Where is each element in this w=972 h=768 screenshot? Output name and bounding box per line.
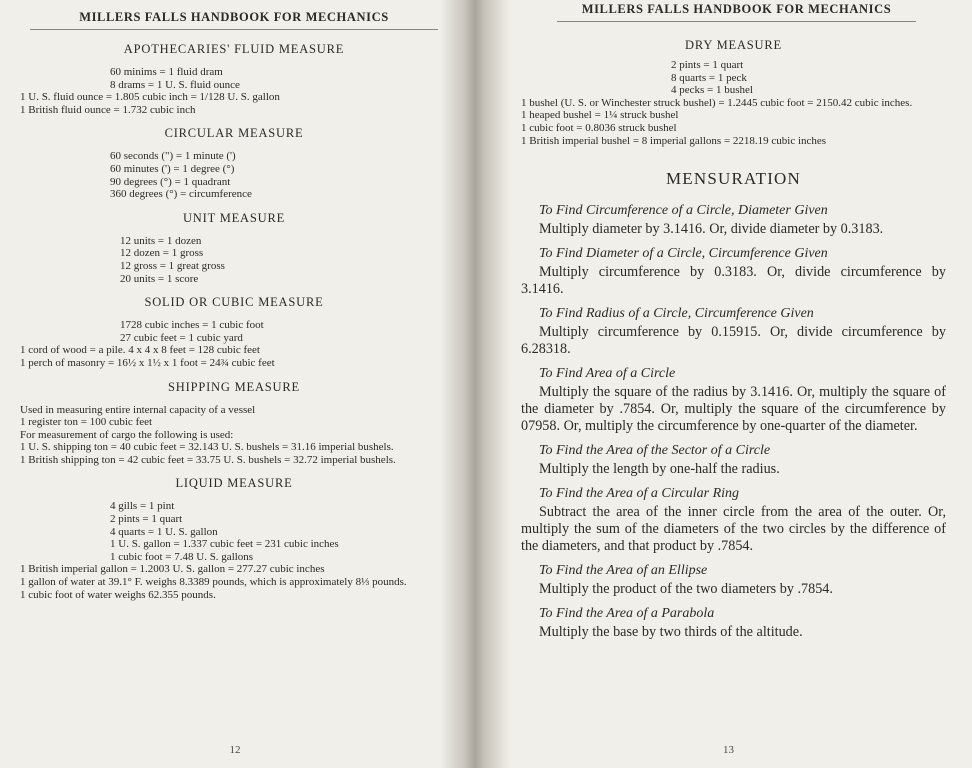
dry-line: 1 cubic foot = 0.8036 struck bushel — [521, 121, 677, 134]
measure-line: 1 cord of wood = a pile. 4 x 4 x 8 feet = 128 cubic feet — [20, 344, 260, 357]
measure-line: 60 seconds (") = 1 minute (') — [110, 150, 236, 163]
measure-table — [20, 150, 448, 200]
rule-body: Multiply the product of the two diameters by .7854. — [539, 581, 833, 598]
measure-table — [20, 500, 448, 601]
measure-table — [20, 319, 448, 369]
rule-heading: To Find the Area of an Ellipse — [539, 563, 708, 579]
dry-line: 1 British imperial bushel = 8 imperial gallons = 2218.19 cubic inches — [521, 134, 827, 147]
section-title: CIRCULAR MEASURE — [164, 126, 304, 141]
measure-line: 27 cubic feet = 1 cubic yard — [120, 331, 243, 344]
measure-line: 1 perch of masonry = 16½ x 1½ x 1 foot = 24¾ cubic feet — [20, 356, 275, 369]
measure-line: 360 degrees (°) = circumference — [110, 188, 252, 201]
measure-line: 90 degrees (°) = 1 quadrant — [110, 175, 231, 188]
measure-line: 60 minutes (') = 1 degree (°) — [110, 162, 235, 175]
measure-line: 1 register ton = 100 cubic feet — [20, 416, 153, 429]
rule-heading: To Find the Area of a Parabola — [539, 606, 715, 622]
dry-line: 1 heaped bushel = 1¼ struck bushel — [521, 109, 679, 122]
running-head-left: MILLERS FALLS HANDBOOK FOR MECHANICS — [30, 6, 438, 30]
dry-line: 1 bushel (U. S. or Winchester struck bushel) = 1.2445 cubic foot = 2150.42 cubic inches. — [521, 96, 913, 109]
section-title: APOTHECARIES' FLUID MEASURE — [123, 42, 345, 56]
rule-body: Multiply diameter by 3.1416. Or, divide diameter by 0.3183. — [539, 221, 884, 238]
measure-line: 60 minims = 1 fluid dram — [110, 66, 223, 78]
measure-line: 12 dozen = 1 gross — [120, 247, 204, 260]
rule-body: Subtract the area of the inner circle from the area of the outer. Or, multiply the sum of the diameters of the two circles by the difference of the diameters, and that product by .7854. — [521, 504, 946, 555]
rule-body: Multiply the length by one-half the radius. — [539, 461, 780, 478]
measure-line: 1 cubic foot of water weighs 62.355 pounds. — [20, 588, 216, 601]
measure-table — [20, 66, 448, 116]
measure-line: 8 drams = 1 U. S. fluid ounce — [110, 78, 240, 91]
measure-line: 4 gills = 1 pint — [110, 500, 175, 513]
rule-body: Multiply the base by two thirds of the altitude. — [539, 624, 803, 641]
measure-line: 1 U. S. shipping ton = 40 cubic feet = 32.143 U. S. bushels = 31.16 imperial bushels. — [20, 441, 394, 454]
rule-body: Multiply circumference by 0.15915. Or, divide circumference by 6.28318. — [521, 324, 946, 358]
measure-line: 1 U. S. gallon = 1.337 cubic feet = 231 cubic inches — [110, 538, 339, 551]
measure-line: 1 gallon of water at 39.1° F. weighs 8.3389 pounds, which is approximately 8⅓ pounds. — [20, 576, 407, 589]
measure-line: 20 units = 1 score — [120, 272, 199, 285]
measure-line: Used in measuring entire internal capacity of a vessel — [20, 403, 256, 416]
rule-heading: To Find the Area of a Circular Ring — [539, 486, 740, 502]
dry-measure-title: DRY MEASURE — [685, 38, 782, 52]
running-head-right: MILLERS FALLS HANDBOOK FOR MECHANICS — [557, 2, 916, 22]
measure-line: 12 gross = 1 great gross — [120, 259, 225, 272]
rule-heading: To Find the Area of the Sector of a Circle — [539, 443, 771, 459]
section-title: LIQUID MEASURE — [175, 476, 293, 491]
measure-line: 1 British shipping ton = 42 cubic feet = 33.75 U. S. bushels = 32.72 imperial bushels. — [20, 453, 396, 466]
section-title: SHIPPING MEASURE — [168, 379, 300, 394]
left-page — [0, 0, 470, 768]
rule-heading: To Find Diameter of a Circle, Circumference Given — [539, 246, 828, 262]
rule-body: Multiply circumference by 0.3183. Or, divide circumference by 3.1416. — [521, 264, 946, 298]
rule-heading: To Find Circumference of a Circle, Diameter Given — [539, 203, 828, 219]
measure-line: 1 British fluid ounce = 1.732 cubic inch — [20, 103, 196, 116]
mensuration-title: MENSURATION — [665, 169, 802, 189]
measure-line: 4 quarts = 1 U. S. gallon — [110, 525, 218, 538]
measure-table — [20, 235, 448, 285]
right-page — [485, 0, 972, 768]
measure-line: 1 cubic foot = 7.48 U. S. gallons — [110, 550, 254, 563]
page-number-left: 12 — [229, 744, 241, 756]
section-title: UNIT MEASURE — [182, 210, 286, 225]
dry-line: 8 quarts = 1 peck — [671, 71, 747, 84]
page-number-right: 13 — [723, 744, 734, 756]
measure-line: 2 pints = 1 quart — [110, 513, 183, 526]
rule-body: Multiply the square of the radius by 3.1416. Or, multiply the square of the diameter by .7854. Or, multiply the square of the circumference by 07958. Or, multiply the circumference by one-quarter of the diameter. — [521, 384, 946, 435]
rule-heading: To Find Radius of a Circle, Circumference Given — [539, 306, 814, 322]
measure-line: 12 units = 1 dozen — [120, 234, 202, 247]
mensuration-rules — [521, 203, 946, 641]
rule-heading: To Find Area of a Circle — [539, 366, 676, 382]
measure-line: 1 U. S. fluid ounce = 1.805 cubic inch = 1/128 U. S. gallon — [20, 91, 280, 104]
measure-line: 1 British imperial gallon = 1.2003 U. S. gallon = 277.27 cubic inches — [20, 563, 325, 576]
measure-line: 1728 cubic inches = 1 cubic foot — [120, 319, 264, 332]
dry-measure-table — [521, 59, 946, 147]
left-sections — [20, 42, 448, 601]
dry-line: 4 pecks = 1 bushel — [671, 84, 753, 97]
measure-line: For measurement of cargo the following is used: — [20, 428, 234, 441]
section-title: SOLID OR CUBIC MEASURE — [144, 295, 324, 310]
measure-table — [20, 404, 448, 467]
dry-line: 2 pints = 1 quart — [671, 59, 744, 71]
